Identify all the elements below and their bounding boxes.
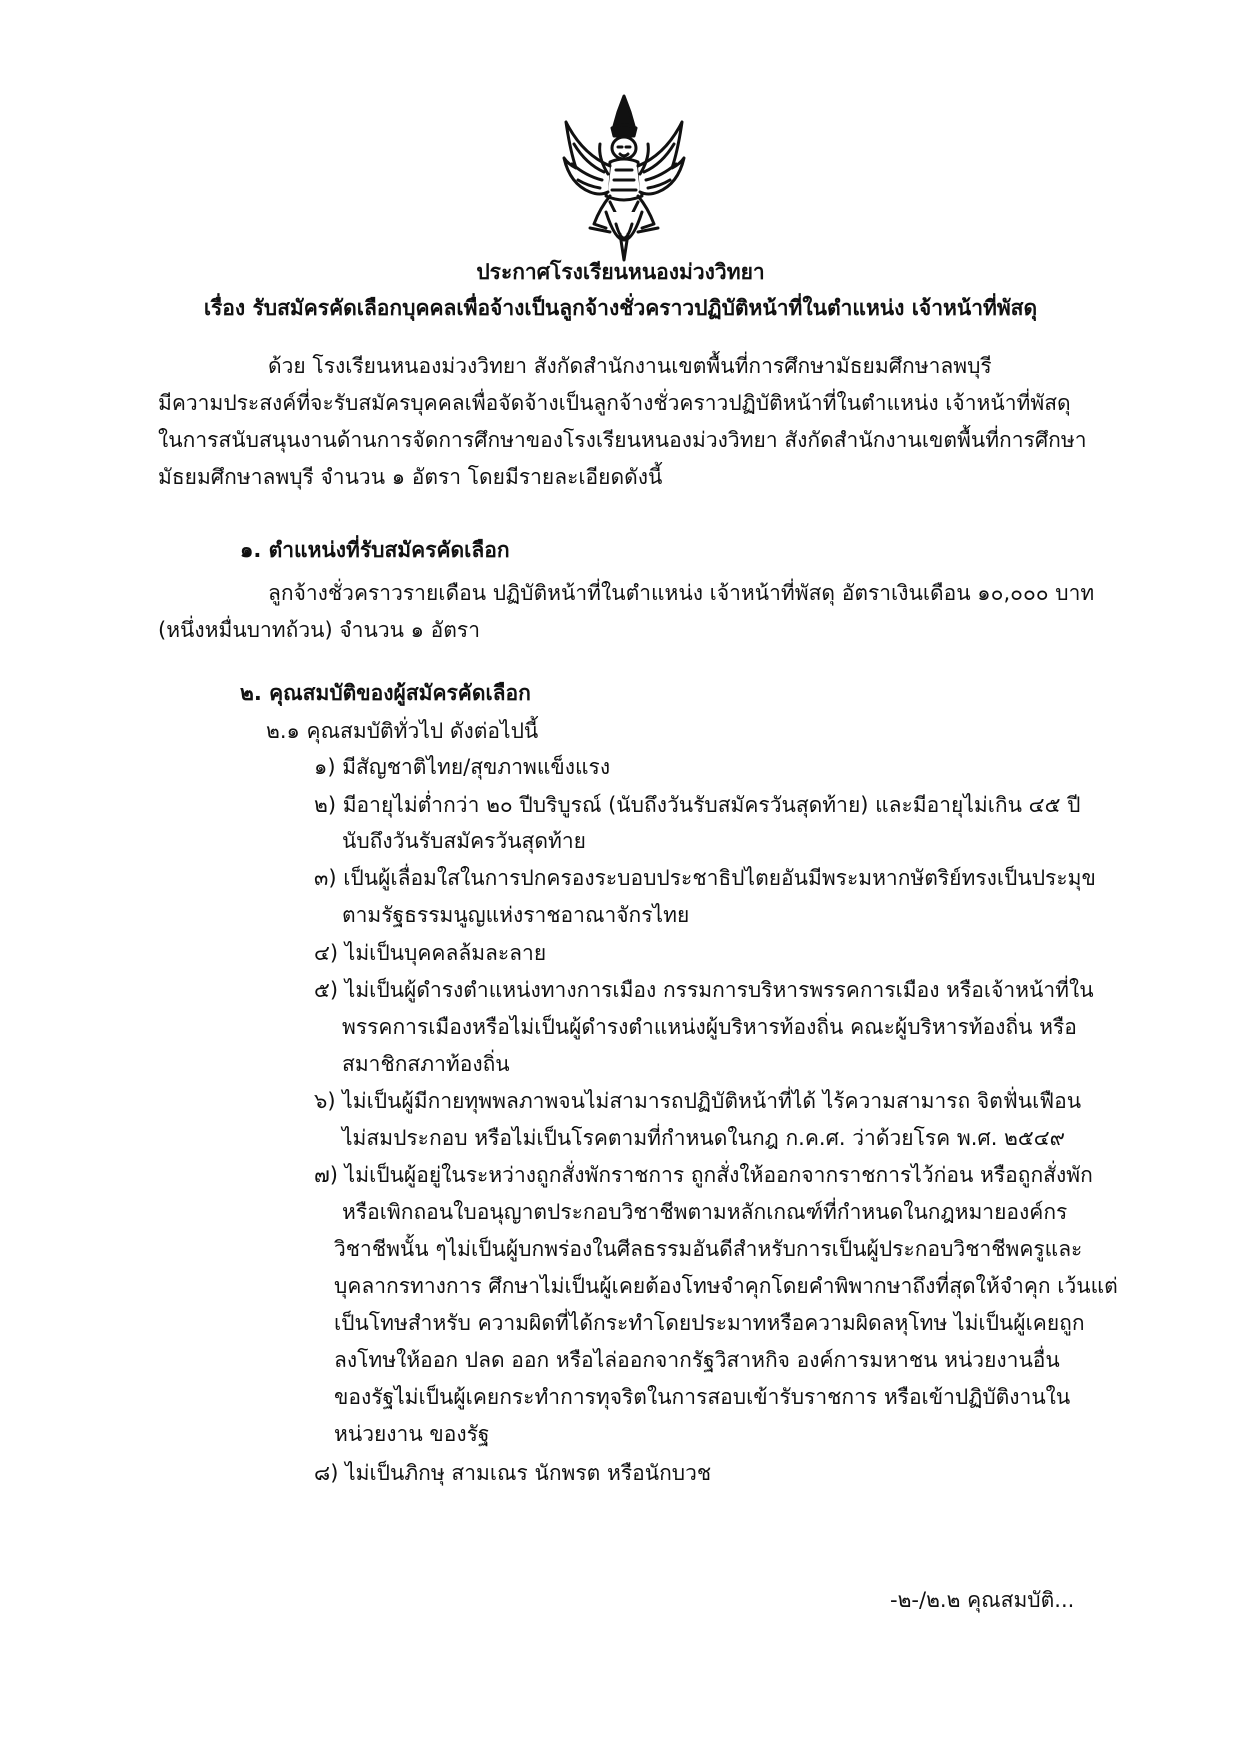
section-2-heading: ๒. คุณสมบัติของผู้สมัครคัดเลือก bbox=[240, 681, 531, 705]
qualification-item: ๘) ไม่เป็นภิกษุ สามเณร นักพรต หรือนักบวช bbox=[314, 1461, 712, 1485]
qualification-item-continued: เป็นโทษสำหรับ ความผิดที่ได้กระทำโดยประมาทหรือความผิดลหุโทษ ไม่เป็นผู้เคยถูก bbox=[334, 1311, 1085, 1335]
garuda-emblem-icon bbox=[560, 92, 688, 268]
intro-line: ด้วย โรงเรียนหนองม่วงวิทยา สังกัดสำนักงานเขตพื้นที่การศึกษามัธยมศึกษาลพบุรี bbox=[268, 354, 992, 378]
qualification-item-continued: ลงโทษให้ออก ปลด ออก หรือไล่ออกจากรัฐวิสาหกิจ องค์การมหาชน หน่วยงานอื่น bbox=[334, 1348, 1060, 1372]
qualification-item-continued: สมาชิกสภาท้องถิ่น bbox=[342, 1052, 510, 1076]
section-1-heading: ๑. ตำแหน่งที่รับสมัครคัดเลือก bbox=[240, 538, 510, 562]
qualification-item: ๕) ไม่เป็นผู้ดำรงตำแหน่งทางการเมือง กรรมการบริหารพรรคการเมือง หรือเจ้าหน้าที่ใน bbox=[314, 978, 1094, 1002]
qualification-item-continued: ตามรัฐธรรมนูญแห่งราชอาณาจักรไทย bbox=[342, 903, 690, 927]
section-1-line: (หนึ่งหมื่นบาทถ้วน) จำนวน ๑ อัตรา bbox=[158, 618, 480, 642]
section-2-1-heading: ๒.๑ คุณสมบัติทั่วไป ดังต่อไปนี้ bbox=[266, 719, 539, 743]
qualification-item: ๗) ไม่เป็นผู้อยู่ในระหว่างถูกสั่งพักราชการ ถูกสั่งให้ออกจากราชการไว้ก่อน หรือถูกสั่งพัก bbox=[314, 1163, 1093, 1187]
intro-line: ในการสนับสนุนงานด้านการจัดการศึกษาของโรงเรียนหนองม่วงวิทยา สังกัดสำนักงานเขตพื้นที่การศึกษา bbox=[158, 428, 1087, 452]
qualification-item-continued: หน่วยงาน ของรัฐ bbox=[334, 1422, 490, 1446]
qualification-item-continued: ไม่สมประกอบ หรือไม่เป็นโรคตามที่กำหนดในกฎ ก.ค.ศ. ว่าด้วยโรค พ.ศ. ๒๕๔๙ bbox=[342, 1126, 1066, 1150]
qualification-item-continued: นับถึงวันรับสมัครวันสุดท้าย bbox=[342, 829, 586, 853]
qualification-item: ๔) ไม่เป็นบุคคลล้มละลาย bbox=[314, 941, 547, 965]
qualification-item: ๒) มีอายุไม่ต่ำกว่า ๒๐ ปีบริบูรณ์ (นับถึงวันรับสมัครวันสุดท้าย) และมีอายุไม่เกิน ๔๕ ปี bbox=[314, 793, 1081, 817]
intro-line: มีความประสงค์ที่จะรับสมัครบุคคลเพื่อจัดจ้างเป็นลูกจ้างชั่วคราวปฏิบัติหน้าที่ในตำแหน่ง เจ้าหน้าที่พัสดุ bbox=[158, 391, 1071, 415]
section-1-line: ลูกจ้างชั่วคราวรายเดือน ปฏิบัติหน้าที่ในตำแหน่ง เจ้าหน้าที่พัสดุ อัตราเงินเดือน ๑๐,๐๐๐ บาท bbox=[268, 581, 1095, 605]
intro-line: มัธยมศึกษาลพบุรี จำนวน ๑ อัตรา โดยมีรายละเอียดดังนี้ bbox=[158, 465, 663, 489]
qualification-item-continued: พรรคการเมืองหรือไม่เป็นผู้ดำรงตำแหน่งผู้บริหารท้องถิ่น คณะผู้บริหารท้องถิ่น หรือ bbox=[342, 1015, 1077, 1039]
qualification-item-continued: หรือเพิกถอนใบอนุญาตประกอบวิชาชีพตามหลักเกณฑ์ที่กำหนดในกฎหมายองค์กร bbox=[342, 1200, 1068, 1224]
qualification-item-continued: วิชาชีพนั้น ๆไม่เป็นผู้บกพร่องในศีลธรรมอันดีสำหรับการเป็นผู้ประกอบวิชาชีพครูและ bbox=[334, 1237, 1083, 1261]
qualification-item-continued: บุคลากรทางการ ศึกษาไม่เป็นผู้เคยต้องโทษจำคุกโดยคำพิพากษาถึงที่สุดให้จำคุก เว้นแต่ bbox=[334, 1274, 1118, 1298]
qualification-item: ๓) เป็นผู้เลื่อมใสในการปกครองระบอบประชาธิปไตยอันมีพระมหากษัตริย์ทรงเป็นประมุข bbox=[314, 866, 1096, 890]
document-subject: เรื่อง รับสมัครคัดเลือกบุคคลเพื่อจ้างเป็นลูกจ้างชั่วคราวปฏิบัติหน้าที่ในตำแหน่ง เจ้าหน้าที่พัสดุ bbox=[203, 296, 1038, 320]
page-continuation: -๒-/๒.๒ คุณสมบัติ... bbox=[890, 1588, 1075, 1612]
qualification-item: ๖) ไม่เป็นผู้มีกายทุพพลภาพจนไม่สามารถปฏิบัติหน้าที่ได้ ไร้ความสามารถ จิตฟั่นเฟือน bbox=[314, 1089, 1082, 1113]
qualification-item-continued: ของรัฐไม่เป็นผู้เคยกระทำการทุจริตในการสอบเข้ารับราชการ หรือเข้าปฏิบัติงานใน bbox=[334, 1385, 1071, 1409]
document-title: ประกาศโรงเรียนหนองม่วงวิทยา bbox=[476, 260, 765, 284]
qualification-item: ๑) มีสัญชาติไทย/สุขภาพแข็งแรง bbox=[314, 755, 611, 779]
